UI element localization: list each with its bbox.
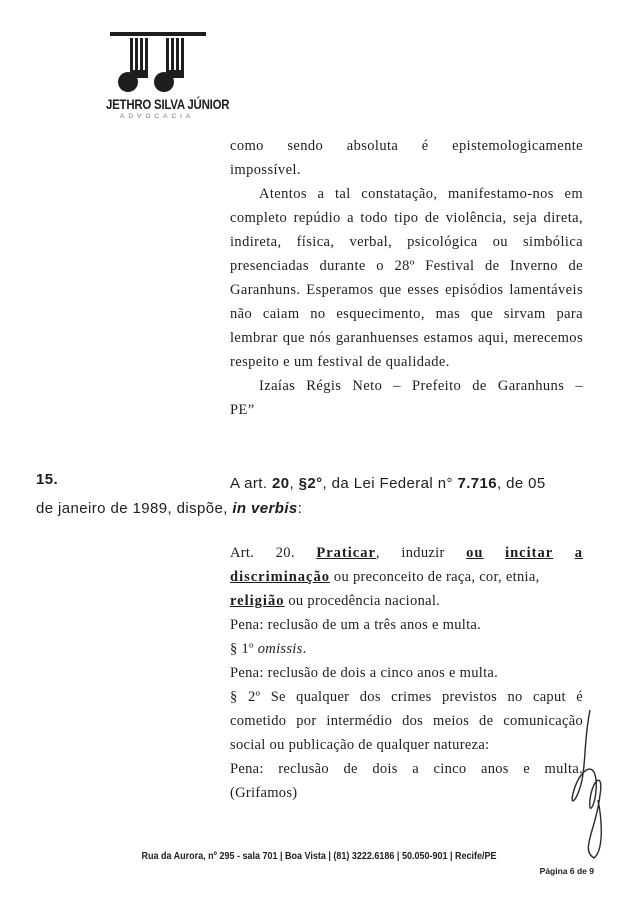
grifamos-text: (Grifamos) <box>230 785 298 801</box>
quote-signature-line-1: Izaías Régis Neto – Prefeito de Garanhuns – <box>259 378 583 394</box>
discriminacao-text: discriminação <box>230 569 330 585</box>
quote-line-2: impossível. <box>230 162 301 178</box>
item-text-d: , de 05 <box>497 475 546 492</box>
religiao-text: religião <box>230 593 285 609</box>
pena-3: Pena: reclusão de dois a cinco anos e multa. <box>230 761 583 777</box>
quote-signature-line-2: PE” <box>230 402 255 418</box>
article-line-3 <box>230 589 583 613</box>
article-line-2 <box>230 565 583 589</box>
incitar-text: incitar <box>505 545 554 561</box>
item-line-2: de janeiro de 1989, dispõe, <box>36 500 233 517</box>
quote-line-1: como sendo absoluta é epistemologicamente <box>230 138 583 154</box>
firm-logo <box>106 32 230 120</box>
article-citation <box>230 541 583 805</box>
item-colon: : <box>297 500 303 517</box>
paragraph-2: § 2º Se qualquer dos crimes previstos no caput é cometido por intermédio dos meios de comunicação social ou publicação de qualquer natureza: <box>230 689 583 753</box>
logo-subtitle: ADVOCACIA <box>120 113 195 120</box>
quote-block <box>230 134 583 422</box>
omissis-text: omissis <box>257 641 303 657</box>
item-law-number: 7.716 <box>457 475 497 492</box>
item-text-b: , <box>289 475 299 492</box>
paragraph-1-end: . <box>302 641 307 657</box>
paragraph-1-label: § 1º <box>230 641 258 657</box>
item-text-c: , da Lei Federal n° <box>322 475 458 492</box>
in-verbis: in verbis <box>232 500 298 517</box>
paragraph-1 <box>230 637 583 661</box>
article-line-1 <box>230 541 583 565</box>
item-art-number: 20 <box>272 475 290 492</box>
praticar-text: Praticar <box>316 545 376 561</box>
item-text-a: A art. <box>230 475 272 492</box>
article-line-3-rest: ou procedência nacional. <box>284 593 441 609</box>
handwritten-signature-icon <box>560 700 612 860</box>
ou-text: ou <box>466 545 484 561</box>
quote-paragraph: Atentos a tal constatação, manifestamo-nos em completo repúdio a todo tipo de violência, seja direta, indireta, física, verbal, psicológica ou simbólica presenciadas durante o 28º Festival de Inverno de Garanhuns. Esperamos que esses episódios lamentáveis não caiam no esquecimento, mas que sirvam para lembrar que nós garanhuenses estamos aqui, merecemos respeito e um festival de qualidade. <box>230 186 583 370</box>
item-paragraph-symbol: §2° <box>298 475 323 492</box>
pena-2: Pena: reclusão de dois a cinco anos e multa. <box>230 665 499 681</box>
jj-monogram-icon <box>106 32 210 94</box>
induzir-text: , induzir <box>375 545 467 561</box>
item-paragraph <box>36 471 584 521</box>
pena-1: Pena: reclusão de um a três anos e multa. <box>230 617 482 633</box>
page-number: Página 6 de 9 <box>539 866 594 876</box>
article-label: Art. 20. <box>230 545 317 561</box>
footer-address: Rua da Aurora, nº 295 - sala 701 | Boa Vista | (81) 3222.6186 | 50.050-901 | Recife/PE <box>141 851 497 862</box>
a-text: a <box>574 545 583 561</box>
item-number: 15. <box>36 471 59 488</box>
article-line-2-rest: ou preconceito de raça, cor, etnia, <box>330 569 540 585</box>
logo-name: JETHRO SILVA JÚNIOR <box>106 96 230 112</box>
